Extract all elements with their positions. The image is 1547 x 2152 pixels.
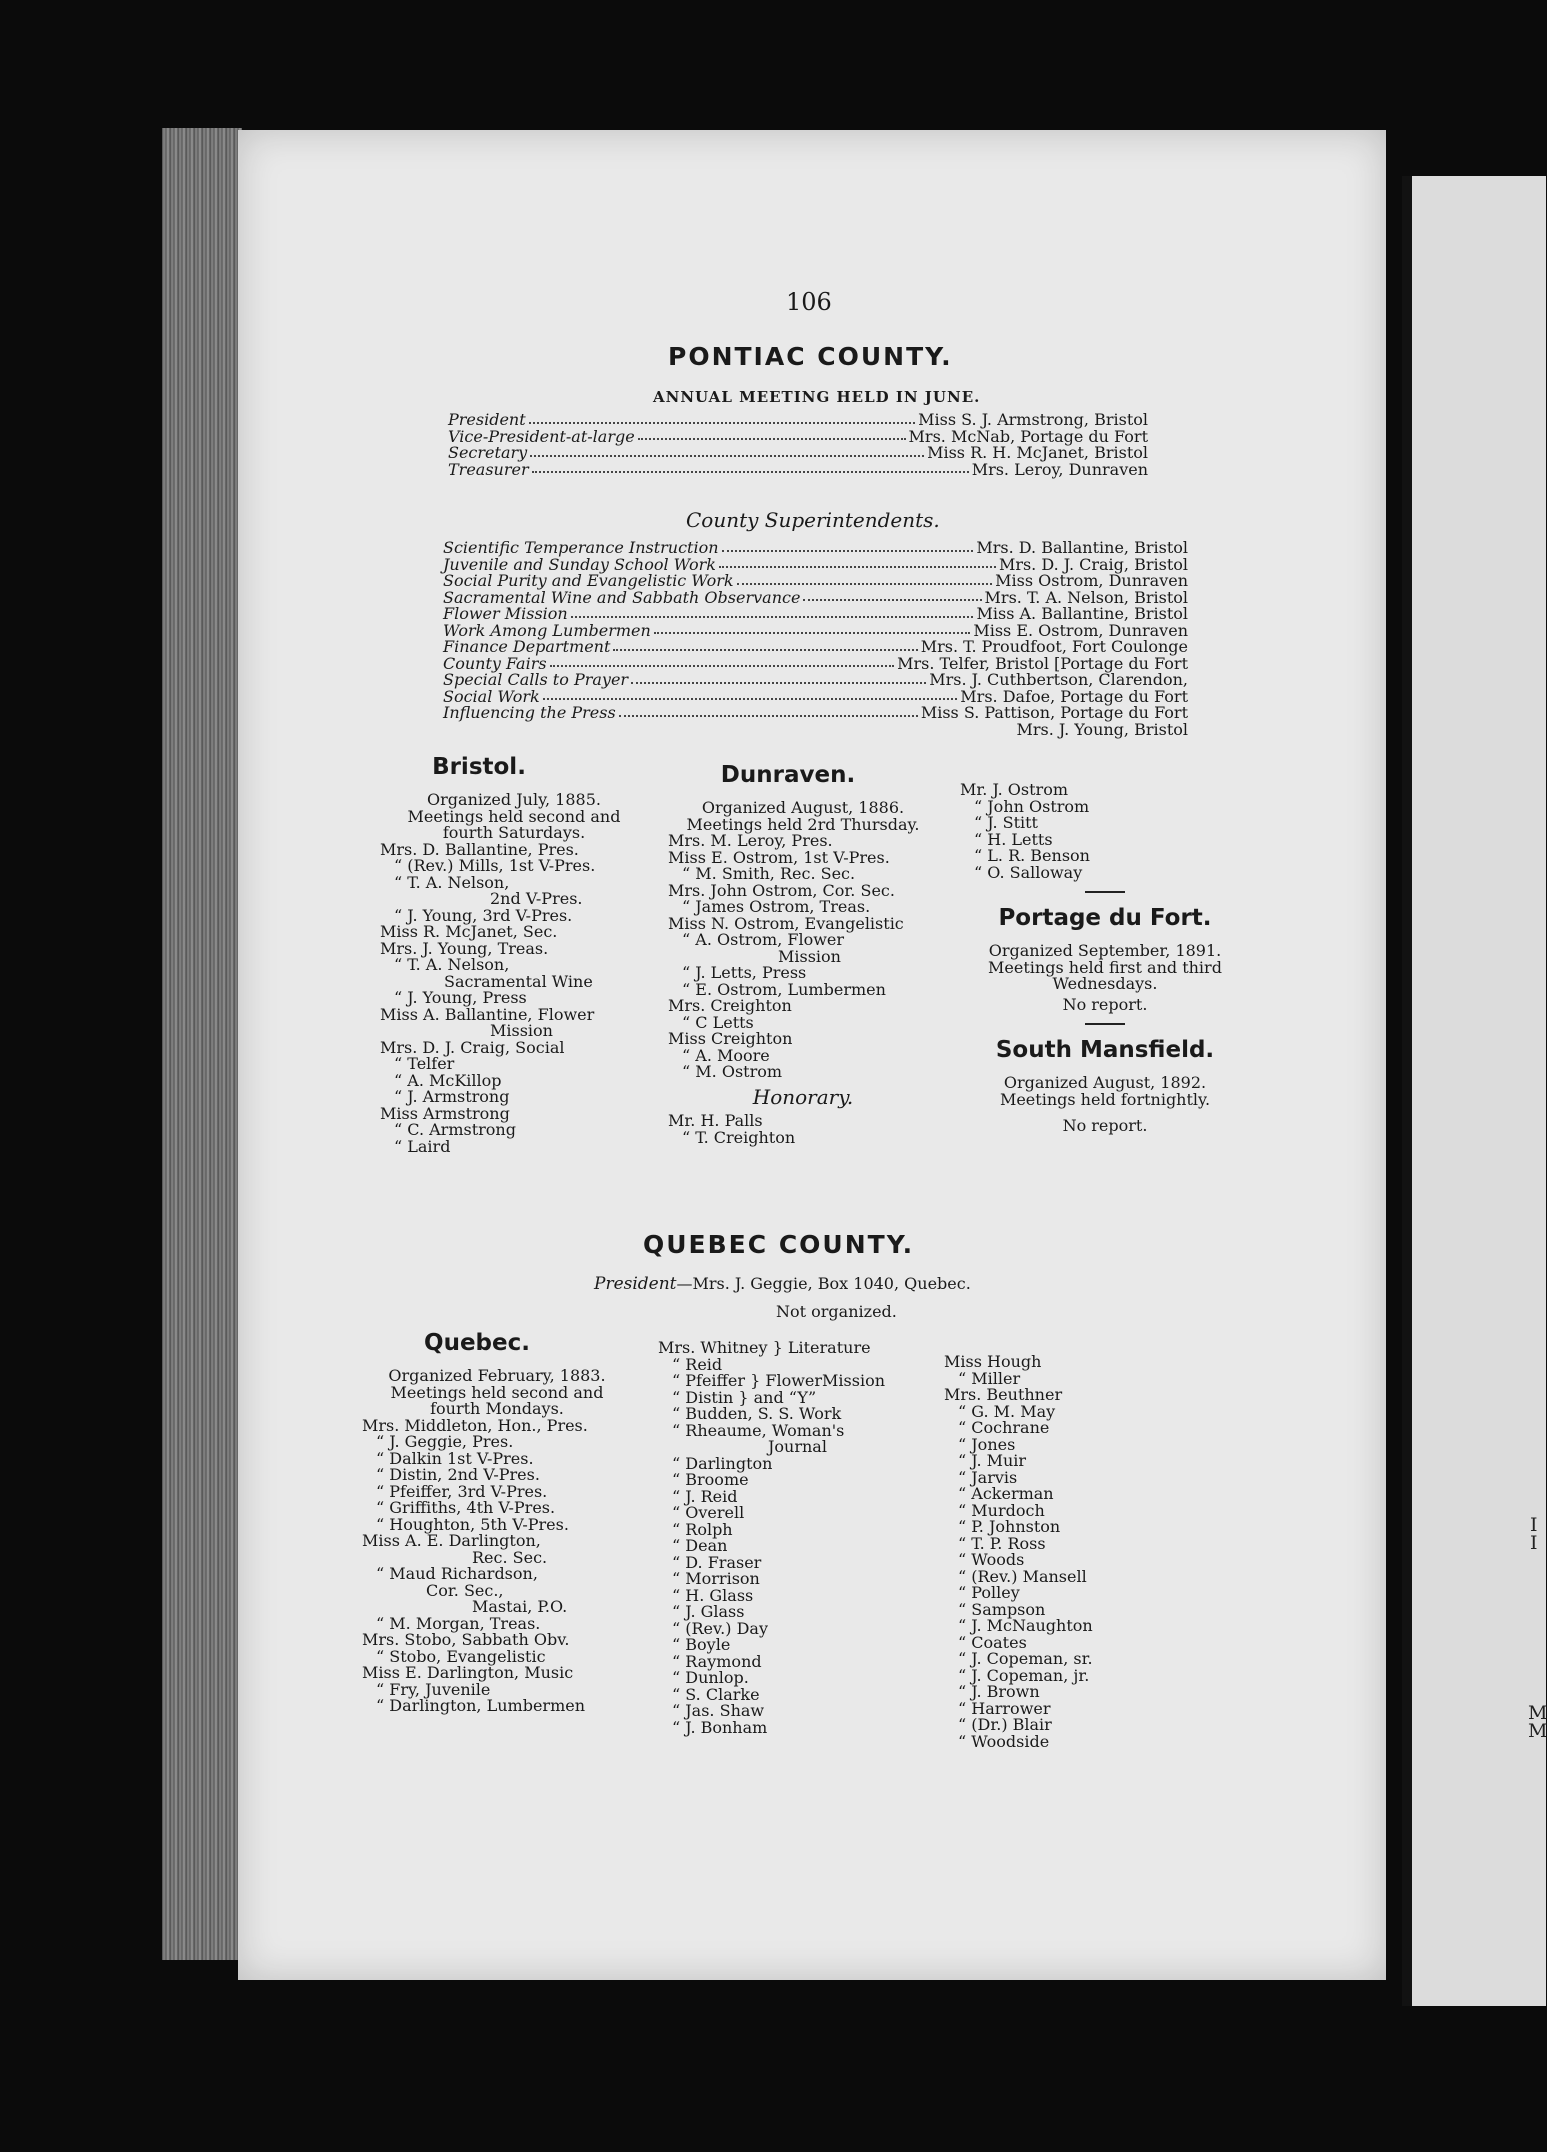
quebec-member-line: “ Boyle: [672, 1635, 731, 1654]
dunraven-member-line: “ A. Ostrom, Flower: [682, 930, 845, 949]
honorary-member-line: Mr. H. Palls: [668, 1111, 763, 1130]
quebec-county-title: QUEBEC COUNTY.: [643, 1230, 915, 1259]
bristol-member-line: “ Telfer: [394, 1054, 455, 1073]
quebec-member-line: “ T. P. Ross: [958, 1533, 1046, 1553]
dunraven-meetings: Meetings held 2rd Thursday.: [686, 814, 920, 834]
dot-leader: [543, 689, 958, 701]
superintendent-row: [443, 719, 1188, 739]
quebec-member-line: “ Jarvis: [958, 1467, 1018, 1487]
quebec-member-line: “ Fry, Juvenile: [376, 1679, 491, 1699]
quebec-member-line: “ G. M. May: [958, 1401, 1056, 1421]
superintendent-name: Mrs. D. J. Craig, Bristol: [998, 554, 1188, 574]
superintendent-name: Mrs. Telfer, Bristol [Portage du Fort: [897, 653, 1188, 673]
quebec-member-line: “ J. Copeman, sr.: [958, 1649, 1093, 1668]
superintendent-role: Finance Department: [443, 637, 611, 656]
county-officers-list: [448, 412, 1148, 478]
quebec-member-line: “ J. McNaughton: [958, 1616, 1093, 1635]
quebec-member-line: Miss A. E. Darlington,: [362, 1531, 541, 1550]
pontiac-column-3: [960, 782, 1250, 1135]
dunraven-member-line: “ O. Salloway: [974, 862, 1083, 882]
quebec-column-2: [658, 1340, 928, 1736]
quebec-member-line: Miss Hough: [944, 1352, 1042, 1371]
dot-leader: [530, 445, 924, 457]
quebec-member-line: “ (Dr.) Blair: [958, 1715, 1052, 1734]
portage-meetings-line-1: Meetings held first and third: [988, 957, 1222, 977]
quebec-member-line: Cor. Sec.,: [426, 1580, 504, 1600]
dunraven-member-list: [668, 833, 938, 1081]
quebec-member-line: “ Stobo, Evangelistic: [376, 1646, 546, 1666]
portage-du-fort-heading: Portage du Fort.: [998, 905, 1212, 931]
dunraven-member-line: Miss Creighton: [668, 1029, 793, 1048]
dunraven-member-line: Miss N. Ostrom, Evangelistic: [668, 913, 904, 933]
bristol-member-line: Mission: [490, 1021, 553, 1040]
dunraven-member-line: “ L. R. Benson: [974, 846, 1090, 865]
quebec-member-line: “ Woodside: [958, 1731, 1050, 1751]
quebec-member-line: “ P. Johnston: [958, 1517, 1061, 1536]
superintendent-name: Miss Ostrom, Dunraven: [995, 571, 1188, 590]
superintendent-name: Miss S. Pattison, Portage du Fort: [920, 703, 1188, 722]
superintendent-role: Special Calls to Prayer: [443, 670, 629, 689]
quebec-meetings-line-1: Meetings held second and: [390, 1382, 604, 1402]
south-mansfield-meetings: Meetings held fortnightly.: [999, 1089, 1211, 1109]
quebec-member-line: Mrs. Middleton, Hon., Pres.: [362, 1415, 588, 1435]
quebec-member-line: “ J. Geggie, Pres.: [376, 1432, 514, 1451]
quebec-heading: Quebec.: [424, 1330, 530, 1356]
superintendent-role: County Fairs: [443, 653, 547, 673]
officer-role: Vice-President-at-large: [448, 426, 635, 446]
county-superintendents-list: [443, 540, 1188, 738]
quebec-member-line: “ Broome: [672, 1470, 749, 1489]
honorary-member-list: [668, 1113, 938, 1146]
not-organized-note: Not organized.: [776, 1302, 897, 1321]
quebec-member-line: “ J. Copeman, jr.: [958, 1665, 1090, 1685]
bristol-member-line: “ (Rev.) Mills, 1st V-Pres.: [394, 856, 596, 875]
quebec-member-line: “ J. Muir: [958, 1451, 1027, 1470]
county-superintendents-heading: County Superintendents.: [686, 508, 940, 532]
quebec-member-line: “ Pfeiffer } FlowerMission: [672, 1371, 886, 1390]
quebec-member-line: “ Jas. Shaw: [672, 1701, 765, 1720]
south-mansfield-organized: Organized August, 1892.: [1003, 1073, 1207, 1092]
president-name: —Mrs. J. Geggie, Box 1040, Quebec.: [676, 1274, 971, 1293]
quebec-member-line: “ Budden, S. S. Work: [672, 1404, 842, 1423]
quebec-union: [362, 1328, 632, 1715]
quebec-member-line: “ Rolph: [672, 1519, 733, 1539]
quebec-member-line: Journal: [768, 1437, 827, 1456]
superintendent-name: Mrs. T. Proudfoot, Fort Coulonge: [920, 637, 1188, 656]
quebec-member-line: Miss E. Darlington, Music: [362, 1663, 574, 1682]
officer-role: Secretary: [448, 443, 528, 462]
dot-leader: [719, 557, 996, 569]
bristol-member-line: “ T. A. Nelson,: [394, 955, 510, 974]
portage-report: No report.: [1062, 994, 1148, 1014]
bristol-meetings-line-1: Meetings held second and: [407, 806, 621, 826]
bristol-member-line: Miss Armstrong: [380, 1103, 510, 1123]
quebec-member-line: “ Dunlop.: [672, 1668, 749, 1687]
honorary-member-line: “ T. Creighton: [682, 1127, 796, 1147]
quebec-member-line: “ Darlington: [672, 1453, 773, 1473]
bristol-member-line: Mrs. D. J. Craig, Social: [380, 1037, 565, 1057]
dot-leader: [571, 606, 974, 618]
section-divider: [1085, 1023, 1125, 1025]
dunraven-member-line: Mrs. John Ostrom, Cor. Sec.: [668, 880, 895, 900]
quebec-member-line: “ (Rev.) Mansell: [958, 1566, 1087, 1586]
quebec-member-line: “ Woods: [958, 1550, 1025, 1569]
quebec-member-line: “ Pfeiffer, 3rd V-Pres.: [376, 1481, 548, 1501]
officer-role: Treasurer: [448, 459, 529, 479]
dot-leader: [722, 540, 974, 552]
quebec-member-line: Mrs. Whitney } Literature: [658, 1338, 871, 1357]
dot-leader: [638, 429, 906, 441]
dot-leader: [532, 462, 969, 474]
officer-name: Miss R. H. McJanet, Bristol: [927, 443, 1148, 462]
facing-page-edge: [1402, 176, 1546, 2006]
portage-organized: Organized September, 1891.: [988, 941, 1222, 960]
quebec-member-line: “ J. Glass: [672, 1602, 745, 1621]
dunraven-member-line: “ E. Ostrom, Lumbermen: [682, 979, 886, 999]
bristol-heading: Bristol.: [432, 754, 526, 780]
dot-leader: [529, 412, 916, 424]
superintendent-role: Flower Mission: [443, 604, 568, 623]
dunraven-member-line: “ M. Smith, Rec. Sec.: [682, 864, 856, 883]
dunraven-member-line: “ A. Moore: [682, 1045, 770, 1065]
superintendent-role: Juvenile and Sunday School Work: [443, 554, 716, 574]
bristol-meetings-line-2: fourth Saturdays.: [442, 823, 586, 842]
dunraven-member-line: Mission: [778, 946, 841, 966]
quebec-member-line: “ (Rev.) Day: [672, 1618, 768, 1638]
quebec-meetings-line-2: fourth Mondays.: [430, 1399, 564, 1418]
quebec-member-list-2: [658, 1340, 928, 1736]
dot-leader: [550, 656, 895, 668]
bristol-member-line: 2nd V-Pres.: [490, 889, 583, 908]
page-number: 106: [786, 288, 832, 316]
bristol-member-line: Mrs. D. Ballantine, Pres.: [380, 839, 579, 859]
quebec-column-3: [944, 1354, 1184, 1750]
dunraven-member-line: “ J. Letts, Press: [682, 963, 807, 982]
quebec-member-line: Rec. Sec.: [472, 1547, 548, 1567]
dunraven-heading: Dunraven.: [720, 762, 856, 788]
bristol-member-line: “ C. Armstrong: [394, 1120, 516, 1139]
dunraven-member-line: “ M. Ostrom: [682, 1062, 783, 1081]
superintendent-role: Social Purity and Evangelistic Work: [443, 571, 734, 590]
officer-name: Mrs. McNab, Portage du Fort: [908, 426, 1148, 446]
honorary-heading: Honorary.: [752, 1084, 854, 1109]
dunraven-member-line: “ C Letts: [682, 1012, 754, 1032]
quebec-member-line: “ J. Bonham: [672, 1717, 768, 1737]
quebec-member-line: “ Sampson: [958, 1599, 1046, 1619]
facing-page-fragment: I: [1530, 1532, 1538, 1554]
quebec-member-list-3: [944, 1354, 1184, 1750]
superintendent-name: Mrs. J. Cuthbertson, Clarendon,: [929, 670, 1188, 689]
facing-page-fragment: M: [1528, 1702, 1547, 1724]
bristol-organized: Organized July, 1885.: [427, 790, 601, 809]
quebec-member-line: “ Distin } and “Y”: [672, 1387, 817, 1407]
quebec-member-line: “ Cochrane: [958, 1418, 1050, 1437]
quebec-member-line: “ J. Reid: [672, 1486, 738, 1506]
quebec-member-line: “ Maud Richardson,: [376, 1564, 538, 1583]
bristol-member-line: Mrs. J. Young, Treas.: [380, 938, 549, 958]
bristol-member-line: Sacramental Wine: [444, 971, 593, 991]
quebec-member-line: “ Morrison: [672, 1569, 760, 1588]
dunraven-member-line: Mrs. Creighton: [668, 996, 792, 1015]
dot-leader: [803, 590, 981, 602]
quebec-member-line: “ Darlington, Lumbermen: [376, 1696, 586, 1715]
quebec-member-line: “ Dean: [672, 1536, 728, 1555]
dunraven-member-line: “ H. Letts: [974, 829, 1053, 849]
bristol-member-list: [380, 839, 648, 1156]
bristol-member-line: “ J. Young, 3rd V-Pres.: [394, 905, 573, 925]
quebec-member-line: “ D. Fraser: [672, 1552, 762, 1572]
quebec-member-line: “ M. Morgan, Treas.: [376, 1613, 541, 1633]
dot-leader: [613, 639, 917, 651]
pontiac-county-title: PONTIAC COUNTY.: [668, 342, 953, 371]
quebec-member-line: Mrs. Beuthner: [944, 1385, 1063, 1404]
superintendent-role: Work Among Lumbermen: [443, 620, 651, 640]
officer-name: Mrs. Leroy, Dunraven: [971, 459, 1148, 479]
book-page-edges: [162, 128, 242, 1960]
quebec-member-line: “ Distin, 2nd V-Pres.: [376, 1465, 540, 1484]
superintendent-role: Influencing the Press: [443, 703, 616, 722]
bristol-member-line: “ J. Young, Press: [394, 988, 527, 1007]
dunraven-member-line: “ J. Stitt: [974, 813, 1038, 832]
quebec-member-line: “ Overell: [672, 1503, 745, 1522]
quebec-member-line: “ Houghton, 5th V-Pres.: [376, 1514, 569, 1534]
bristol-member-line: “ J. Armstrong: [394, 1087, 510, 1106]
south-mansfield-report: No report.: [1062, 1116, 1148, 1135]
superintendent-name: Mrs. Dafoe, Portage du Fort: [960, 686, 1188, 706]
quebec-member-line: “ Reid: [672, 1354, 723, 1374]
section-divider: [1085, 891, 1125, 893]
quebec-member-line: “ Griffiths, 4th V-Pres.: [376, 1498, 556, 1517]
superintendent-name: Miss E. Ostrom, Dunraven: [973, 620, 1188, 640]
quebec-member-line: “ Dalkin 1st V-Pres.: [376, 1448, 534, 1468]
bristol-union: [380, 752, 648, 1155]
dunraven-member-line: Mrs. M. Leroy, Pres.: [668, 831, 833, 850]
dunraven-organized: Organized August, 1886.: [701, 798, 905, 817]
facing-page-fragment: M: [1528, 1720, 1547, 1742]
dot-leader: [619, 705, 918, 717]
superintendent-role: Social Work: [443, 686, 540, 706]
bristol-member-line: “ A. McKillop: [394, 1070, 502, 1090]
dot-leader: [654, 623, 970, 635]
annual-meeting-note: ANNUAL MEETING HELD IN JUNE.: [653, 388, 981, 406]
bristol-member-line: “ T. A. Nelson,: [394, 872, 510, 892]
officer-name: Miss S. J. Armstrong, Bristol: [918, 410, 1148, 429]
superintendent-role: Sacramental Wine and Sabbath Observance: [443, 587, 801, 607]
quebec-member-line: “ Miller: [958, 1368, 1021, 1388]
officer-role: President: [448, 410, 526, 429]
quebec-member-list: [362, 1415, 632, 1715]
dot-leader: [737, 573, 993, 585]
dunraven-member-line: “ John Ostrom: [974, 796, 1090, 816]
book-page: [238, 130, 1386, 1980]
quebec-member-line: “ S. Clarke: [672, 1684, 760, 1704]
dunraven-member-line: Mr. J. Ostrom: [960, 780, 1068, 799]
superintendent-name: Mrs. J. Young, Bristol: [1016, 719, 1188, 739]
superintendent-name: Mrs. D. Ballantine, Bristol: [976, 538, 1188, 557]
quebec-county-president: [594, 1274, 971, 1294]
quebec-member-line: Mastai, P.O.: [472, 1597, 568, 1616]
bristol-member-line: Miss A. Ballantine, Flower: [380, 1004, 595, 1024]
south-mansfield-heading: South Mansfield.: [995, 1037, 1215, 1063]
quebec-member-line: “ Polley: [958, 1583, 1020, 1602]
quebec-member-line: Mrs. Stobo, Sabbath Obv.: [362, 1630, 570, 1649]
dunraven-member-line: “ James Ostrom, Treas.: [682, 897, 871, 916]
quebec-member-line: “ Rheaume, Woman's: [672, 1420, 845, 1440]
portage-meetings-line-2: Wednesdays.: [1052, 974, 1158, 993]
bristol-member-line: “ Laird: [394, 1136, 451, 1156]
superintendent-name: Miss A. Ballantine, Bristol: [976, 604, 1188, 623]
quebec-member-line: “ Murdoch: [958, 1500, 1045, 1520]
quebec-member-line: “ Raymond: [672, 1651, 762, 1671]
superintendent-name: Mrs. T. A. Nelson, Bristol: [984, 587, 1188, 607]
superintendent-role: Scientific Temperance Instruction: [443, 538, 719, 557]
quebec-member-line: “ Jones: [958, 1434, 1016, 1454]
officer-row: [448, 459, 1148, 479]
quebec-organized: Organized February, 1883.: [388, 1366, 606, 1385]
quebec-member-line: “ Harrower: [958, 1698, 1051, 1718]
bristol-member-line: Miss R. McJanet, Sec.: [380, 922, 558, 941]
dot-leader: [631, 672, 926, 684]
quebec-member-line: “ J. Brown: [958, 1682, 1040, 1701]
quebec-member-line: “ Coates: [958, 1632, 1027, 1652]
dunraven-member-line: Miss E. Ostrom, 1st V-Pres.: [668, 847, 890, 867]
dunraven-union: [668, 760, 938, 1146]
dunraven-member-list-continued: [960, 782, 1250, 881]
quebec-member-line: “ H. Glass: [672, 1585, 754, 1605]
president-label: President: [594, 1274, 677, 1294]
quebec-member-line: “ Ackerman: [958, 1484, 1054, 1503]
facing-page-fragment: I: [1530, 1514, 1538, 1536]
